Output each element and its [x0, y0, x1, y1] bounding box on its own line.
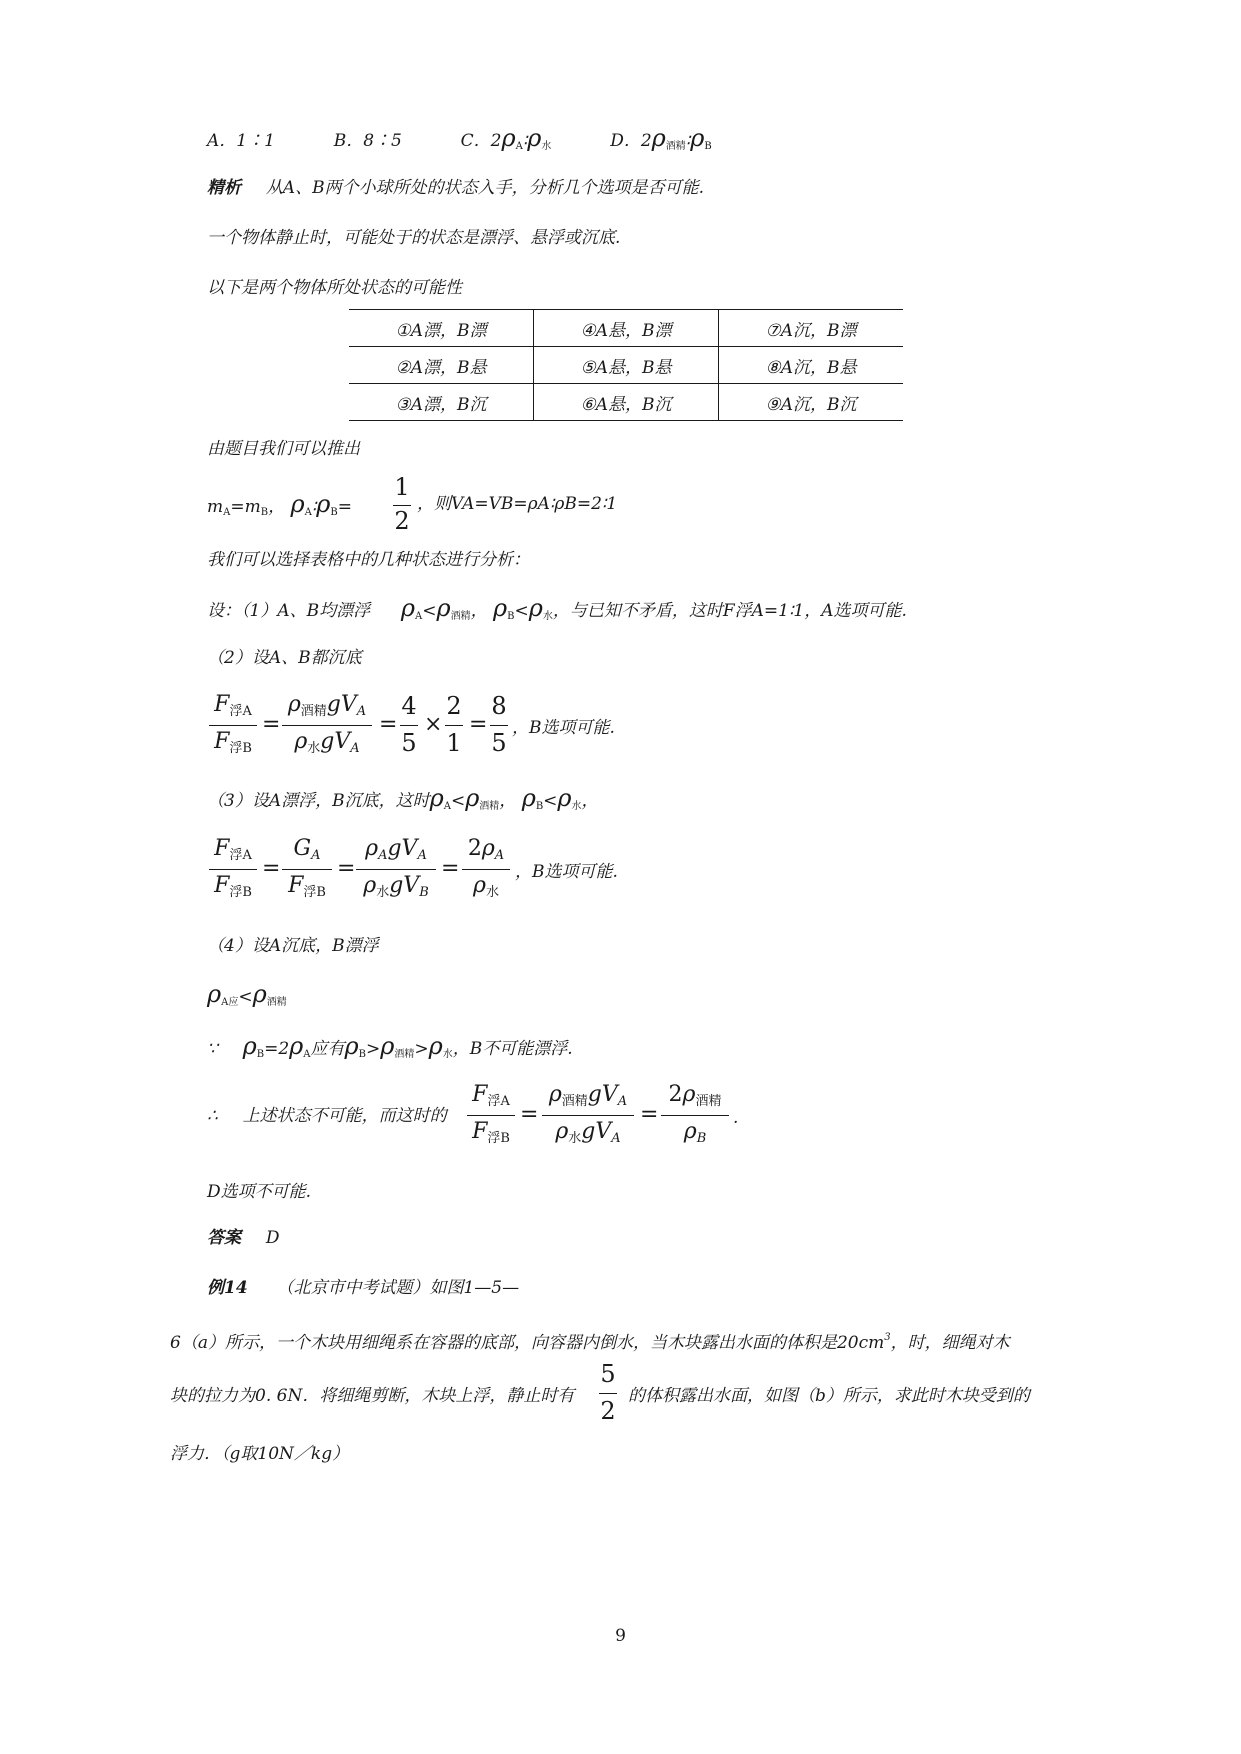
eq2-equals-2: =: [379, 712, 398, 737]
eq2-frac-f: F浮A F浮B: [209, 692, 257, 762]
table-row: [349, 310, 903, 347]
option-a: A．1∶1: [207, 131, 275, 151]
options-line: [207, 126, 712, 159]
possibility-line: 以下是两个物体所处状态的可能性: [207, 278, 462, 298]
eq3-frac-g: GA F浮B: [282, 836, 332, 906]
eq2-frac-2-1: 2 1: [446, 692, 462, 757]
example-source: （北京市中考试题）如图1—5—: [276, 1278, 520, 1298]
table-cell: ⑧A沉，B悬: [719, 347, 904, 384]
answer-line: [207, 1226, 279, 1250]
answer-value: D: [265, 1228, 280, 1248]
equation-1-tail: ，则VA=VB=ρA∶ρB=2∶1: [417, 494, 618, 514]
choose-line: 我们可以选择表格中的几种状态进行分析：: [207, 550, 530, 570]
equation-1: $m_A=m_B$， $\rho_A∶\rho_B=$: [207, 490, 352, 518]
d-conclusion: D选项不可能.: [207, 1182, 312, 1202]
option-b: B．8∶5: [333, 131, 402, 151]
option-c: C．$2\rho_A∶\rho_水$: [460, 124, 552, 152]
rho-a-line: $\rho_{A应}<\rho_{酒精}$: [207, 980, 287, 1008]
table-cell: ③A漂，B沉: [349, 384, 534, 421]
table-row: [349, 347, 903, 384]
eq3-equals-1: =: [262, 856, 281, 881]
table-row: [349, 384, 903, 421]
example-line-3b: 的体积露出水面，如图（b）所示，求此时木块受到的: [628, 1386, 1030, 1406]
eq3-frac-f: F浮A F浮B: [209, 836, 257, 906]
case-2-line: （2）设A、B都沉底: [207, 648, 362, 668]
option-d: D．$2\rho_{酒精}∶\rho_B$: [610, 124, 712, 152]
eq4-frac-rho: ρ酒精gVA ρ水gVA: [542, 1082, 634, 1152]
states-table: [349, 309, 903, 421]
eq3-equals-3: =: [441, 856, 460, 881]
example-line-3a: 块的拉力为0. 6N．将细绳剪断，木块上浮，静止时有: [170, 1386, 575, 1406]
analysis-text: 从A、B两个小球所处的状态入手，分析几个选项是否可能.: [265, 178, 704, 198]
fraction-one-half: 1 2: [394, 473, 410, 535]
therefore-period: .: [733, 1108, 739, 1128]
analysis-label: 精析: [207, 178, 241, 198]
table-cell: ⑥A悬，B沉: [534, 384, 719, 421]
eq4-frac-2rho: 2ρ酒精 ρB: [661, 1082, 729, 1152]
eq3-frac-rho: ρAgVA ρ水gVB: [356, 836, 436, 906]
eq2-equals-3: =: [469, 712, 488, 737]
eq3-equals-2: =: [337, 856, 356, 881]
case-3-tail: ，B选项可能.: [515, 862, 618, 882]
case-4-line: （4）设A沉底，B漂浮: [207, 936, 379, 956]
eq2-equals-1: =: [262, 712, 281, 737]
page-number: 9: [615, 1626, 626, 1646]
example-heading: [207, 1276, 519, 1300]
table-cell: ⑤A悬，B悬: [534, 347, 719, 384]
eq3-frac-2rho: 2ρA ρ水: [462, 836, 510, 906]
example-line-2: 6（a）所示，一个木块用细绳系在容器的底部，向容器内倒水，当木块露出水面的体积是$20cm^3$，时，细绳对木: [170, 1332, 1010, 1353]
eq2-frac-8-5: 8 5: [491, 692, 507, 757]
eq2-times: ×: [424, 712, 443, 737]
eq2-frac-4-5: 4 5: [401, 692, 417, 757]
table-cell: ②A漂，B悬: [349, 347, 534, 384]
case-2-tail: ，B选项可能.: [512, 718, 615, 738]
therefore-line: ∴ 上述状态不可能，而这时的: [207, 1106, 447, 1126]
eq2-frac-rho: ρ酒精gVA ρ水gVA: [282, 692, 372, 762]
table-cell: ⑨A沉，B沉: [719, 384, 904, 421]
analysis-line: [207, 176, 704, 200]
table-cell: ①A漂，B漂: [349, 310, 534, 347]
case-1-line: 设：（1）A、B均漂浮 $\rho_A<\rho_{酒精}$， $\rho_B<\rho_水$，与已知不矛盾，这时F浮A=1∶1，A选项可能.: [207, 594, 907, 622]
deduce-line: 由题目我们可以推出: [207, 439, 360, 459]
states-line: 一个物体静止时，可能处于的状态是漂浮、悬浮或沉底.: [207, 228, 621, 248]
because-line: ∵ $\rho_B=2\rho_A$应有$\rho_B>\rho_{酒精}>\rho_水$，B不可能漂浮.: [207, 1032, 573, 1060]
table-cell: ④A悬，B漂: [534, 310, 719, 347]
fraction-5-2: 5 2: [600, 1360, 616, 1425]
eq4-frac-f: F浮A F浮B: [467, 1082, 515, 1152]
answer-label: 答案: [207, 1228, 241, 1248]
example-line-4: 浮力．（g取10N／kg）: [170, 1444, 350, 1464]
example-label: 例14: [207, 1278, 248, 1298]
table-cell: ⑦A沉，B漂: [719, 310, 904, 347]
case-3-line: （3）设A漂浮，B沉底，这时$\rho_A<\rho_{酒精}$， $\rho_B<\rho_水$，: [207, 784, 599, 812]
eq4-equals-2: =: [640, 1102, 659, 1127]
eq4-equals-1: =: [520, 1102, 539, 1127]
